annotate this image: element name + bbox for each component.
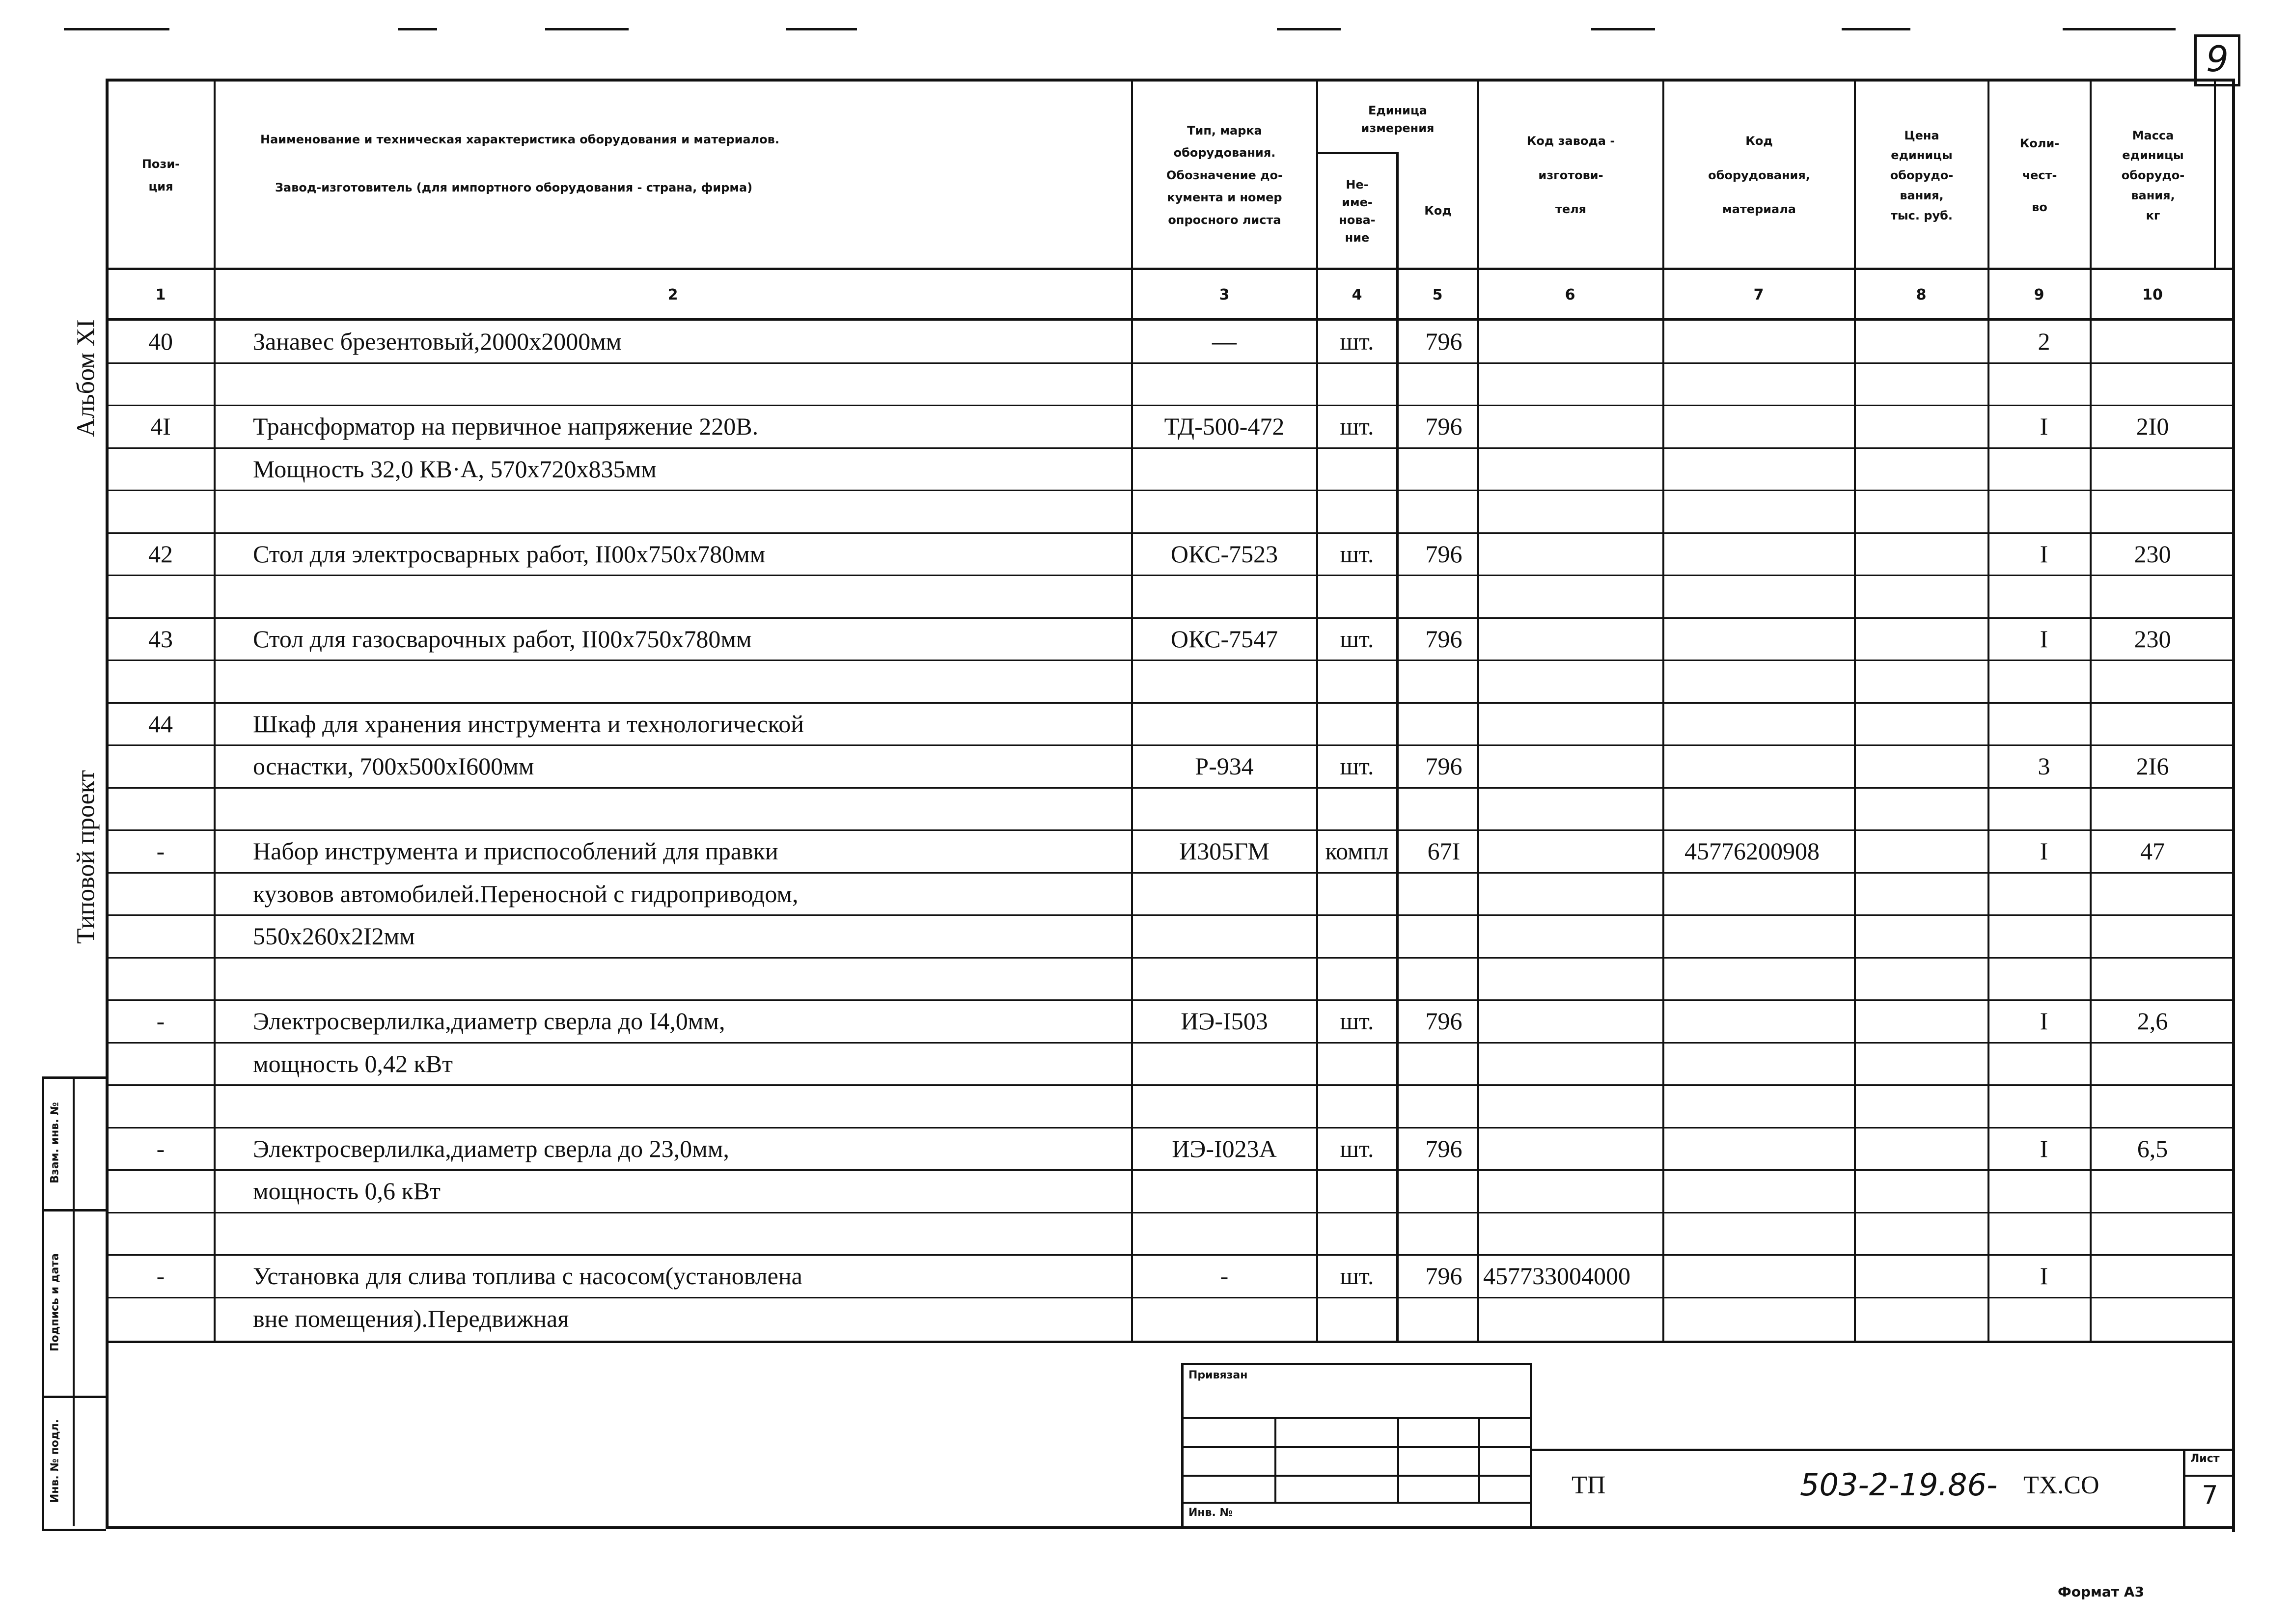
project-label: Типовой проект	[72, 770, 100, 944]
header-position: Пози- ция	[141, 157, 180, 193]
cell-unit-code: 796	[1425, 1007, 1463, 1035]
stamp-tp-label: ТП	[1572, 1471, 1606, 1499]
cell-name: Установка для слива топлива с насосом(установлена	[253, 1262, 802, 1290]
cell-qty: I	[2040, 837, 2048, 865]
cell-unit: шт.	[1340, 328, 1374, 355]
cell-name: кузовов автомобилей.Переносной с гидроприводом,	[253, 880, 799, 908]
cell-unit-code: 67I	[1427, 837, 1461, 865]
cell-unit-code: 796	[1425, 1262, 1463, 1290]
cell-unit-code: 796	[1425, 413, 1463, 440]
header-name-line1: Наименование и техническая характеристика оборудования и материалов.	[260, 133, 779, 146]
cell-equip-code: 45776200908	[1684, 837, 1820, 865]
cell-name: Набор инструмента и приспособлений для правки	[253, 837, 778, 865]
cell-unit: компл	[1325, 837, 1389, 865]
cell-type: ИЭ-I023А	[1172, 1134, 1277, 1162]
cell-position: 40	[148, 328, 173, 355]
stamp-cell-inv: Инв. № подл.	[49, 1419, 61, 1503]
header-price: Цена единицы оборудо- вания, тыс. руб.	[1890, 128, 1954, 222]
cell-position: -	[156, 1007, 165, 1035]
cell-mass: 2I6	[2136, 752, 2169, 780]
cell-qty: 3	[2038, 752, 2050, 780]
cell-unit-code: 796	[1425, 1134, 1463, 1162]
cell-name: Электросверлилка,диаметр сверла до 23,0мм,	[253, 1134, 729, 1162]
cell-maker-code: 457733004000	[1483, 1262, 1630, 1290]
cell-name: Трансформатор на первичное напряжение 220В.	[253, 413, 759, 440]
cell-position: 4I	[150, 413, 171, 440]
cell-name: 550х260х2I2мм	[253, 922, 415, 950]
cell-mass: 230	[2134, 625, 2171, 653]
cell-position: -	[156, 837, 165, 865]
cell-type: И305ГМ	[1179, 837, 1270, 865]
header-unit-name: Не- име- нова- ние	[1339, 177, 1376, 245]
cell-type: Р-934	[1195, 752, 1254, 780]
cell-type: -	[1220, 1262, 1229, 1290]
stamp-doc-suffix: ТХ.СО	[2023, 1471, 2099, 1499]
header-type: Тип, марка оборудования. Обозначение до- кумента и номер опросного листа	[1166, 123, 1283, 227]
header-qty: Коли- чест- во	[2019, 137, 2060, 214]
cell-unit-code: 796	[1425, 752, 1463, 780]
cell-unit: шт.	[1340, 1262, 1374, 1290]
album-label: Альбом XI	[72, 319, 100, 437]
stamp-linked-label: Привязан	[1188, 1369, 1248, 1381]
cell-unit-code: 796	[1425, 328, 1463, 355]
cell-unit: шт.	[1340, 752, 1374, 780]
cell-qty: I	[2040, 1262, 2048, 1290]
cell-qty: I	[2040, 1007, 2048, 1035]
cell-type: ОКС-7523	[1170, 540, 1278, 568]
cell-position: -	[156, 1134, 165, 1162]
cell-name: Мощность 32,0 КВ·А, 570х720х835мм	[253, 455, 657, 483]
cell-position: -	[156, 1262, 165, 1290]
cell-position: 43	[148, 625, 173, 653]
cell-name: оснастки, 700х500хI600мм	[253, 752, 534, 780]
cell-name: Стол для газосварочных работ, II00х750х780мм	[253, 625, 752, 653]
cell-type: —	[1212, 328, 1237, 355]
cell-name: Стол для электросварных работ, II00х750х780мм	[253, 540, 766, 568]
header-equip-code: Код оборудования, материала	[1708, 134, 1810, 217]
stamp-cell-sign: Подпись и дата	[49, 1253, 61, 1351]
stamp-doc-code: 503-2-19.86-	[1800, 1467, 1998, 1503]
cell-name: Электросверлилка,диаметр сверла до I4,0мм,	[253, 1007, 725, 1035]
cell-unit: шт.	[1340, 1007, 1374, 1035]
top-sheet-number: 9	[2206, 38, 2229, 80]
cell-mass: 2I0	[2136, 413, 2169, 440]
cell-unit: шт.	[1340, 1134, 1374, 1162]
stamp-cell-replace: Взам. инв. №	[49, 1102, 61, 1184]
cell-position: 42	[148, 540, 173, 568]
cell-unit: шт.	[1340, 413, 1374, 440]
cell-name: Шкаф для хранения инструмента и технологической	[253, 710, 804, 738]
header-maker-code: Код завода - изготови- теля	[1526, 134, 1615, 217]
cell-mass: 47	[2140, 837, 2165, 865]
header-unit-code: Код	[1424, 203, 1452, 218]
cell-name: вне помещения).Передвижная	[253, 1304, 569, 1332]
stamp-inv-label: Инв. №	[1188, 1507, 1233, 1519]
cell-qty: I	[2040, 540, 2048, 568]
cell-type: ИЭ-I503	[1181, 1007, 1268, 1035]
cell-position: 44	[148, 710, 173, 738]
cell-qty: 2	[2038, 328, 2050, 355]
cell-qty: I	[2040, 625, 2048, 653]
header-name-line2: Завод-изготовитель (для импортного оборудования - страна, фирма)	[275, 181, 753, 194]
cell-mass: 230	[2134, 540, 2171, 568]
header-unit: Единица измерения	[1361, 103, 1435, 135]
cell-mass: 6,5	[2137, 1134, 2168, 1162]
cell-unit-code: 796	[1425, 540, 1463, 568]
cell-name: мощность 0,42 кВт	[253, 1049, 453, 1077]
cell-name: мощность 0,6 кВт	[253, 1177, 441, 1205]
cell-name: Занавес брезентовый,2000х2000мм	[253, 328, 622, 355]
cell-qty: I	[2040, 413, 2048, 440]
cell-type: ОКС-7547	[1170, 625, 1278, 653]
format-label: Формат А3	[2058, 1584, 2144, 1600]
header-mass: Масса единицы оборудо- вания, кг	[2121, 128, 2185, 222]
cell-mass: 2,6	[2137, 1007, 2168, 1035]
stamp-sheet-number: 7	[2202, 1481, 2218, 1510]
cell-qty: I	[2040, 1134, 2048, 1162]
cell-unit: шт.	[1340, 540, 1374, 568]
cell-unit: шт.	[1340, 625, 1374, 653]
cell-unit-code: 796	[1425, 625, 1463, 653]
cell-type: ТД-500-472	[1164, 413, 1285, 440]
stamp-sheet-label: Лист	[2190, 1453, 2220, 1465]
